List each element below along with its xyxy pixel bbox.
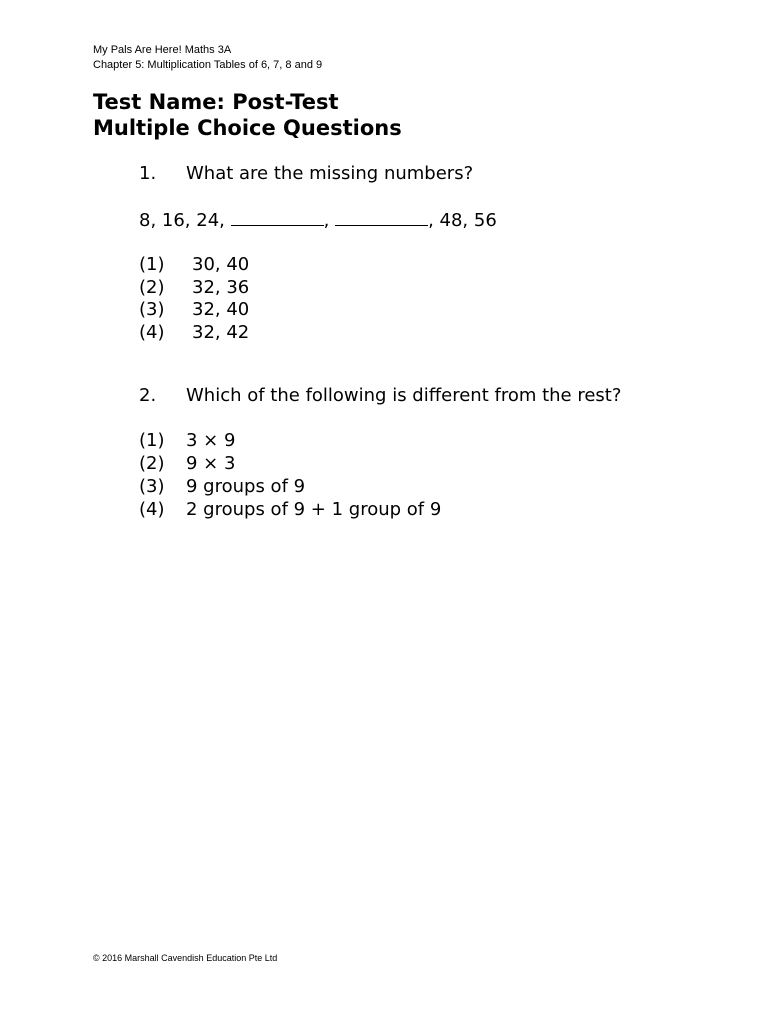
q2-option-1-label: (1) [139, 430, 165, 451]
sequence-end: , 48, 56 [428, 210, 497, 231]
q1-option-4-text: 32, 42 [192, 322, 250, 343]
q1-option-1-text: 30, 40 [192, 254, 250, 275]
q1-option-3-text: 32, 40 [192, 299, 250, 320]
q2-option-3-label: (3) [139, 476, 165, 497]
sequence-start: 8, 16, 24, [139, 210, 225, 231]
section-title: Multiple Choice Questions [93, 116, 402, 140]
q2-option-1-text: 3 × 9 [186, 430, 236, 451]
q2-option-2-text: 9 × 3 [186, 453, 236, 474]
q1-option-2-label: (2) [139, 277, 165, 298]
book-title: My Pals Are Here! Maths 3A [93, 44, 232, 56]
q2-option-3-text: 9 groups of 9 [186, 476, 306, 497]
question-2-number: 2. [139, 385, 157, 406]
sequence-separator: , [323, 210, 330, 231]
test-name: Test Name: Post-Test [93, 90, 339, 114]
q2-option-2-label: (2) [139, 453, 165, 474]
question-2-text: Which of the following is different from the rest? [186, 385, 622, 406]
copyright-footer: © 2016 Marshall Cavendish Education Pte Ltd [93, 953, 278, 963]
chapter-title: Chapter 5: Multiplication Tables of 6, 7, 8 and 9 [93, 59, 323, 71]
q1-option-4-label: (4) [139, 322, 165, 343]
answer-blank-1 [231, 208, 324, 226]
q1-option-1-label: (1) [139, 254, 165, 275]
question-1-text: What are the missing numbers? [186, 163, 474, 184]
answer-blank-2 [335, 208, 428, 226]
q2-option-4-text: 2 groups of 9 + 1 group of 9 [186, 499, 442, 520]
number-sequence [139, 208, 497, 232]
q1-option-3-label: (3) [139, 299, 165, 320]
question-1-number: 1. [139, 163, 157, 184]
q2-option-4-label: (4) [139, 499, 165, 520]
q1-option-2-text: 32, 36 [192, 277, 250, 298]
